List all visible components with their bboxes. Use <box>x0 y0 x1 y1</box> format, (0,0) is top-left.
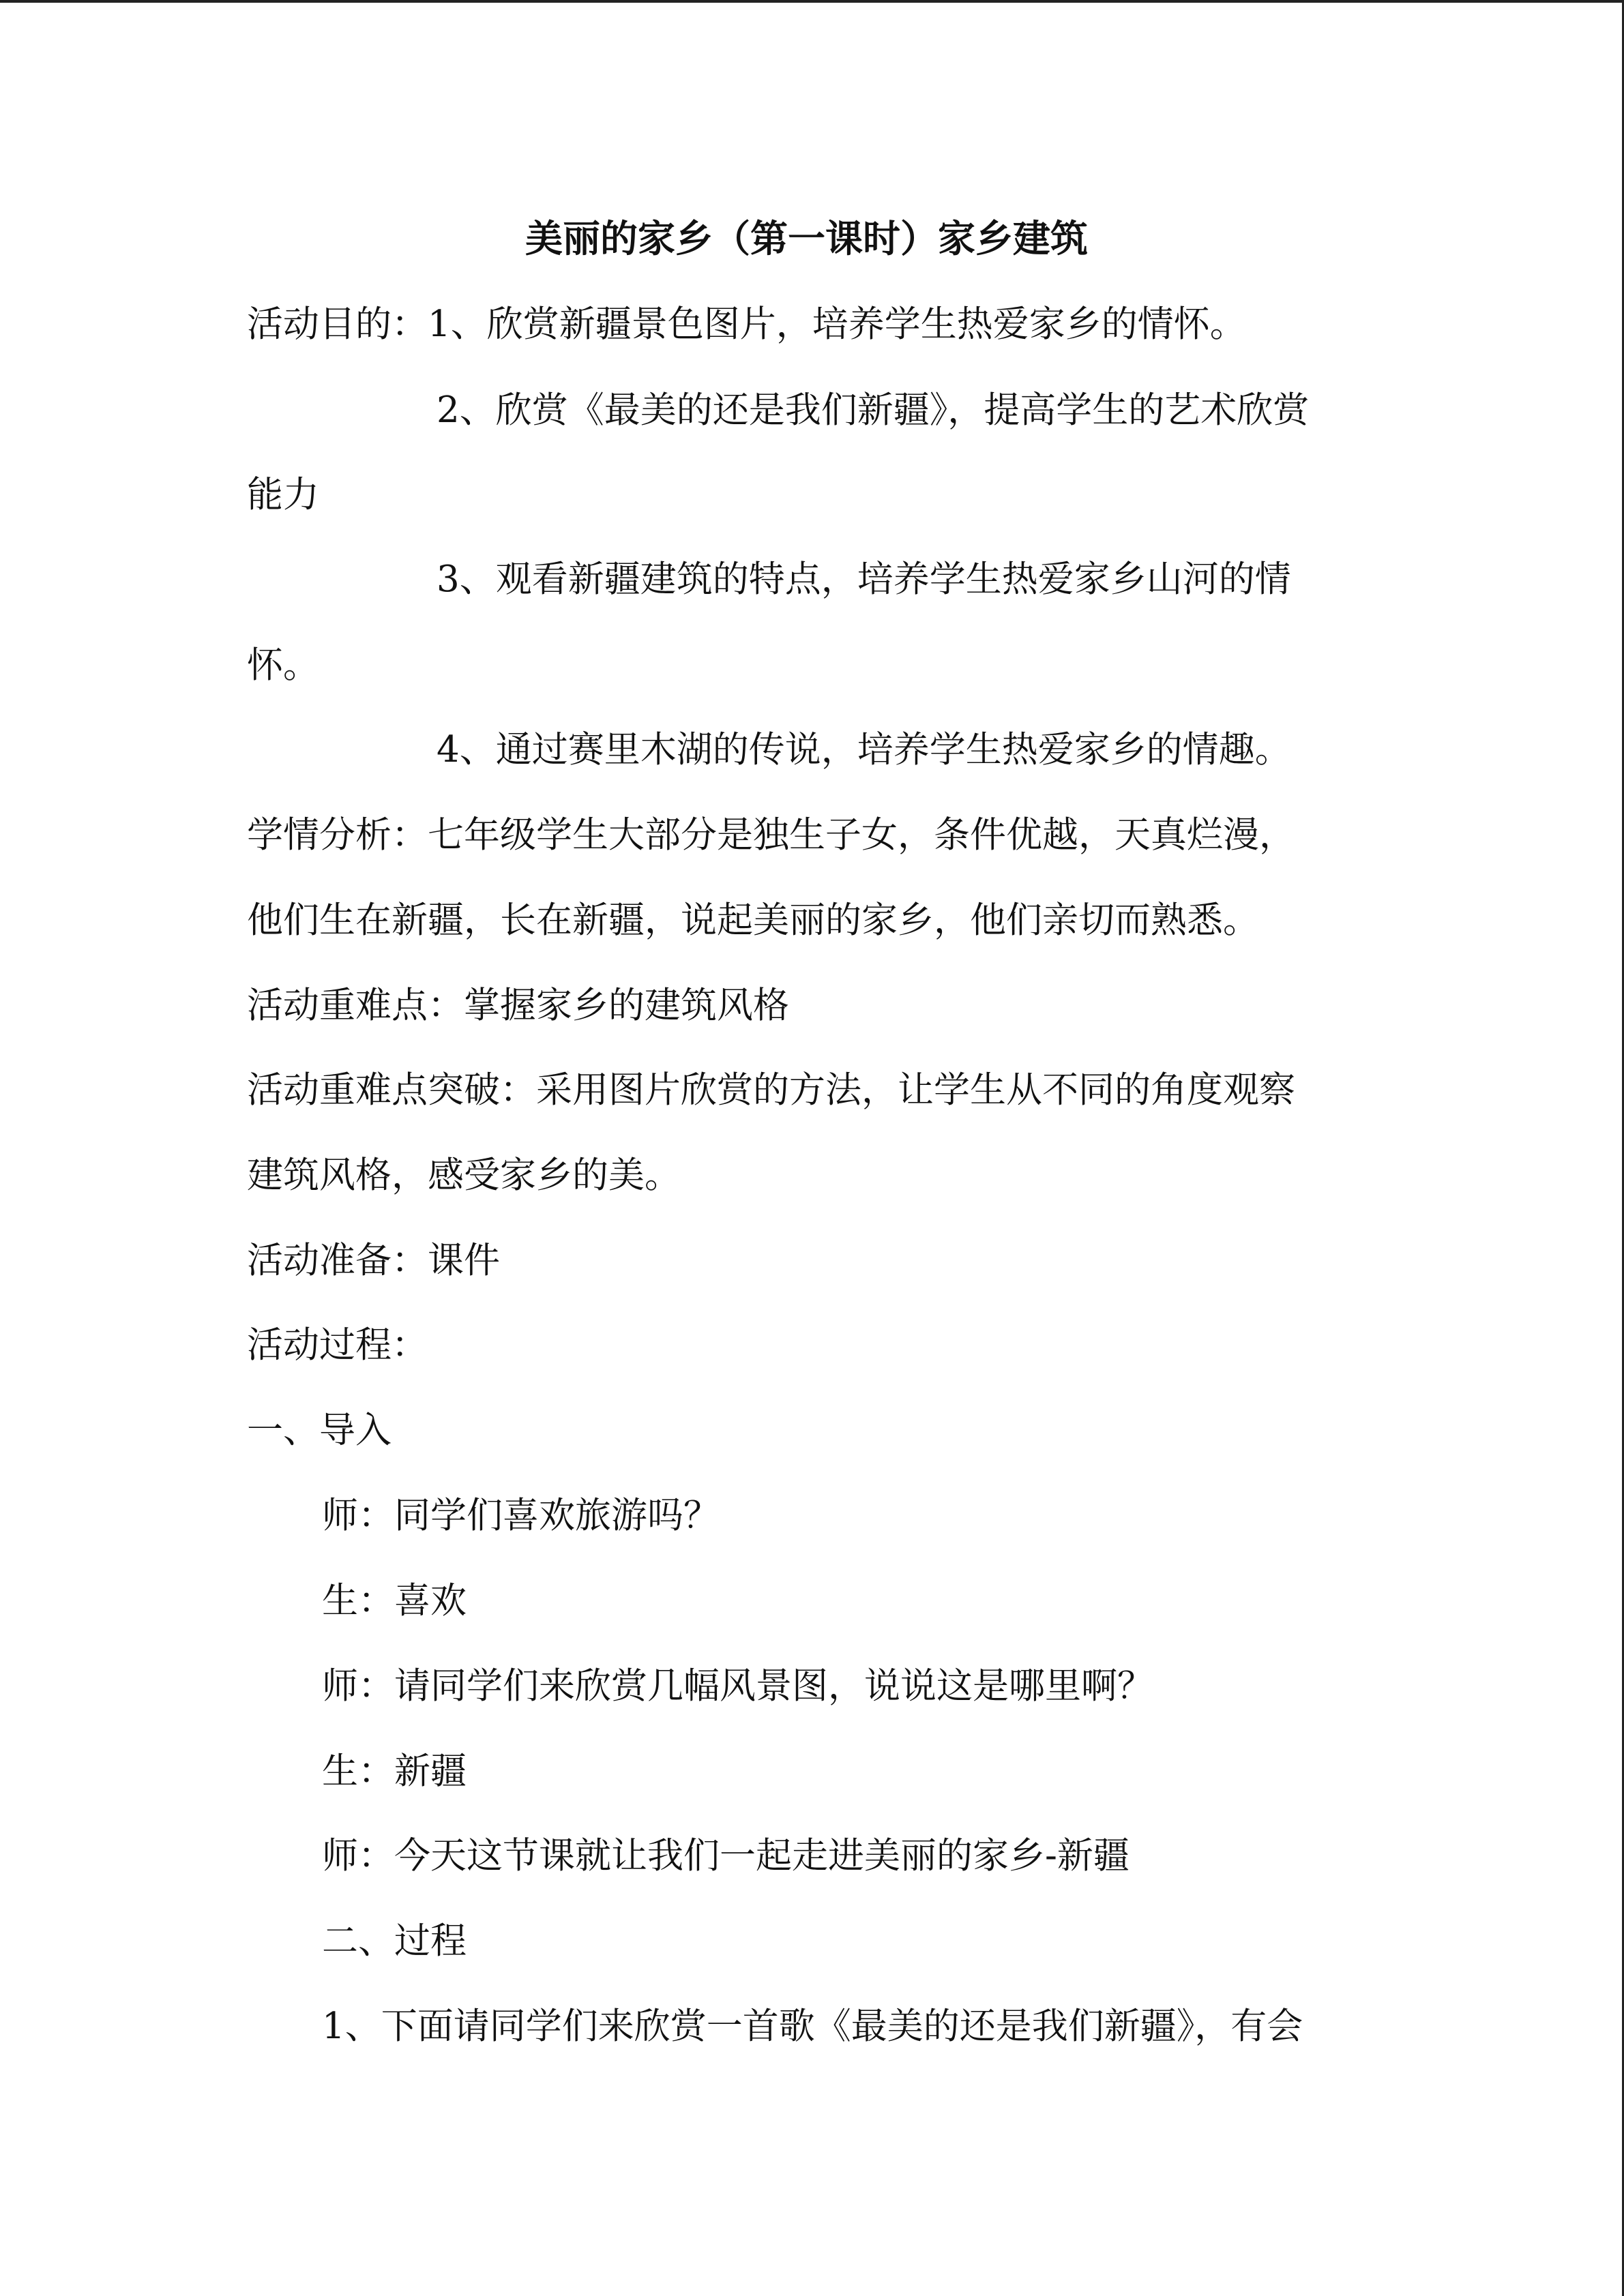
section-heading-process: 二、过程 <box>322 1920 467 1962</box>
dialogue-line-student-2: 生：新疆 <box>322 1750 467 1792</box>
paragraph-line-objectives-2-cont: 能力 <box>247 474 319 516</box>
paragraph-line-objectives-4: 4、通过赛里木湖的传说，培养学生热爱家乡的情趣。 <box>437 729 1291 771</box>
paragraph-line-breakthrough: 活动重难点突破：采用图片欣赏的方法，让学生从不同的角度观察 <box>247 1069 1295 1111</box>
paragraph-line-preparation: 活动准备：课件 <box>247 1240 500 1281</box>
dialogue-line-teacher-3: 师：今天这节课就让我们一起走进美丽的家乡-新疆 <box>322 1835 1130 1877</box>
page-top-border <box>0 0 1624 3</box>
paragraph-line-objectives-3: 3、观看新疆建筑的特点，培养学生热爱家乡山河的情 <box>437 558 1291 600</box>
paragraph-line-analysis-cont: 他们生在新疆，长在新疆，说起美丽的家乡，他们亲切而熟悉。 <box>247 899 1259 941</box>
paragraph-line-process-heading: 活动过程： <box>247 1324 428 1366</box>
paragraph-line-breakthrough-cont: 建筑风格，感受家乡的美。 <box>247 1154 681 1196</box>
document-title: 美丽的家乡（第一课时）家乡建筑 <box>525 216 1089 260</box>
paragraph-line-objectives-2: 2、欣赏《最美的还是我们新疆》，提高学生的艺术欣赏 <box>437 389 1310 431</box>
paragraph-line-objectives-3-cont: 怀。 <box>247 644 319 686</box>
dialogue-line-teacher-1: 师：同学们喜欢旅游吗？ <box>322 1495 720 1536</box>
section-heading-intro: 一、导入 <box>247 1410 392 1451</box>
dialogue-line-student-1: 生：喜欢 <box>322 1580 467 1622</box>
paragraph-line-objectives-1: 活动目的：1、欣赏新疆景色图片，培养学生热爱家乡的情怀。 <box>247 303 1246 345</box>
paragraph-line-key-points: 活动重难点：掌握家乡的建筑风格 <box>247 985 789 1026</box>
paragraph-line-song: 1、下面请同学们来欣赏一首歌《最美的还是我们新疆》，有会 <box>322 2006 1303 2047</box>
paragraph-line-analysis: 学情分析：七年级学生大部分是独生子女，条件优越，天真烂漫， <box>247 814 1295 856</box>
dialogue-line-teacher-2: 师：请同学们来欣赏几幅风景图，说说这是哪里啊？ <box>322 1665 1153 1707</box>
